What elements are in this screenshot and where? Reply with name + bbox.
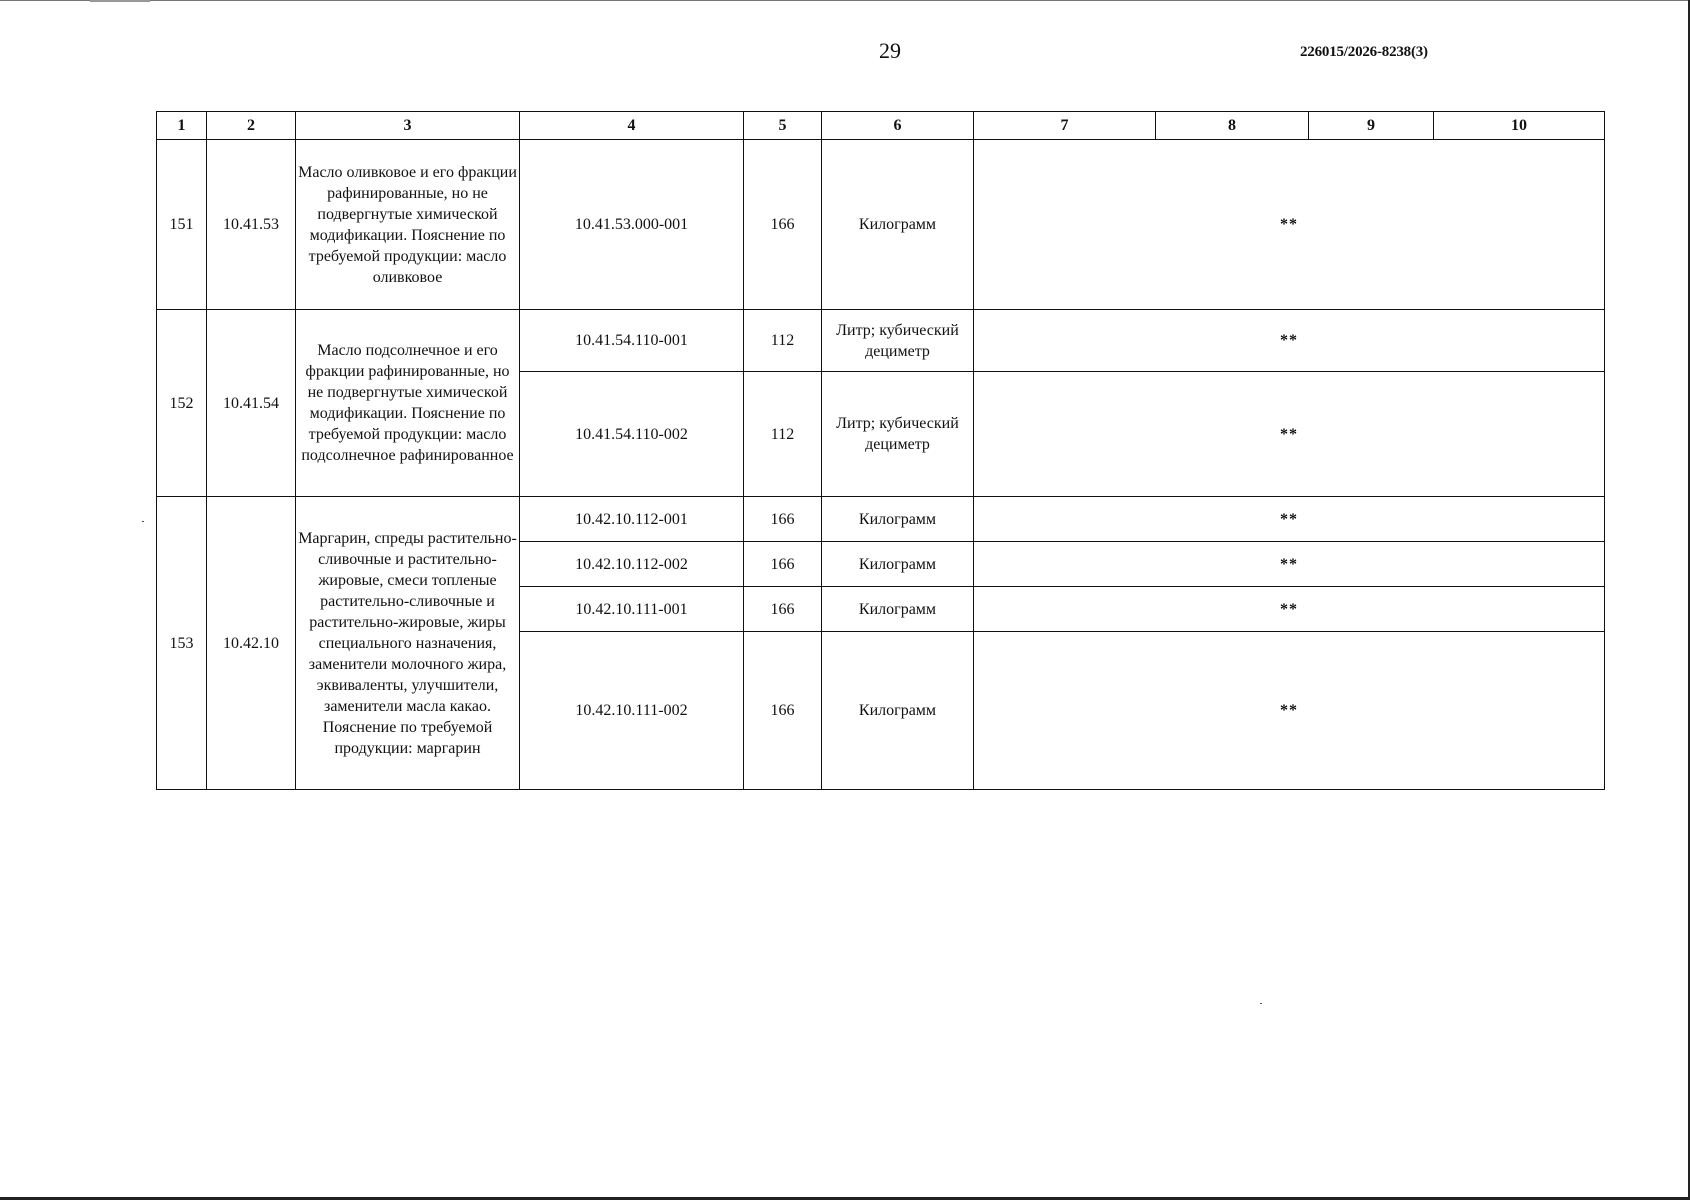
row-code: 10.41.54 — [207, 310, 296, 497]
unit-code: 166 — [744, 497, 822, 542]
row-number: 152 — [157, 310, 207, 497]
note-cell: ** — [974, 542, 1605, 587]
table-row — [157, 497, 1605, 542]
row-code: 10.41.53 — [207, 140, 296, 310]
note-cell: ** — [974, 587, 1605, 632]
column-header: 3 — [296, 112, 520, 140]
column-header: 2 — [207, 112, 296, 140]
item-code: 10.42.10.111-002 — [520, 632, 744, 790]
scan-top-edge — [0, 0, 1690, 1]
item-code: 10.41.54.110-002 — [520, 372, 744, 497]
table-row — [157, 140, 1605, 310]
unit-code: 166 — [744, 632, 822, 790]
column-header: 1 — [157, 112, 207, 140]
note-cell: ** — [974, 140, 1605, 310]
column-header: 4 — [520, 112, 744, 140]
table-header-row — [157, 112, 1605, 140]
item-code: 10.42.10.112-002 — [520, 542, 744, 587]
item-code: 10.42.10.112-001 — [520, 497, 744, 542]
note-cell: ** — [974, 632, 1605, 790]
row-description: Масло оливковое и его фракции рафинированные, но не подвергнутые химической модификации. Пояснение по требуемой продукции: масло оливковое — [296, 140, 520, 310]
unit-code: 166 — [744, 140, 822, 310]
item-code: 10.41.54.110-001 — [520, 310, 744, 372]
unit-name: Литр; кубический дециметр — [822, 372, 974, 497]
unit-name: Литр; кубический дециметр — [822, 310, 974, 372]
note-cell: ** — [974, 310, 1605, 372]
unit-name: Килограмм — [822, 542, 974, 587]
note-cell: ** — [974, 372, 1605, 497]
scan-speck — [1260, 1003, 1262, 1004]
row-number: 151 — [157, 140, 207, 310]
unit-code: 112 — [744, 310, 822, 372]
column-header: 7 — [974, 112, 1156, 140]
note-cell: ** — [974, 497, 1605, 542]
page-number: 29 — [879, 38, 901, 63]
document-id: 226015/2026-8238(3) — [1300, 44, 1428, 60]
column-header: 8 — [1156, 112, 1309, 140]
unit-code: 166 — [744, 587, 822, 632]
row-description: Маргарин, спреды растительно-сливочные и растительно-жировые, смеси топленые растительно-сливочные и растительно-жировые, жиры специального назначения, заменители молочного жира, эквиваленты, улучшители, заменители масла какао. Пояснение по требуемой продукции: маргарин — [296, 497, 520, 790]
products-table — [156, 111, 1605, 790]
unit-name: Килограмм — [822, 497, 974, 542]
table-row — [157, 310, 1605, 372]
unit-name: Килограмм — [822, 140, 974, 310]
scan-top-mark — [90, 0, 150, 2]
unit-name: Килограмм — [822, 587, 974, 632]
unit-code: 166 — [744, 542, 822, 587]
unit-name: Килограмм — [822, 632, 974, 790]
item-code: 10.42.10.111-001 — [520, 587, 744, 632]
item-code: 10.41.53.000-001 — [520, 140, 744, 310]
column-header: 6 — [822, 112, 974, 140]
column-header: 9 — [1309, 112, 1434, 140]
row-number: 153 — [157, 497, 207, 790]
scan-speck — [142, 521, 144, 522]
row-code: 10.42.10 — [207, 497, 296, 790]
column-header: 10 — [1434, 112, 1605, 140]
unit-code: 112 — [744, 372, 822, 497]
row-description: Масло подсолнечное и его фракции рафинированные, но не подвергнутые химической модификации. Пояснение по требуемой продукции: масло подсолнечное рафинированное — [296, 310, 520, 497]
column-header: 5 — [744, 112, 822, 140]
